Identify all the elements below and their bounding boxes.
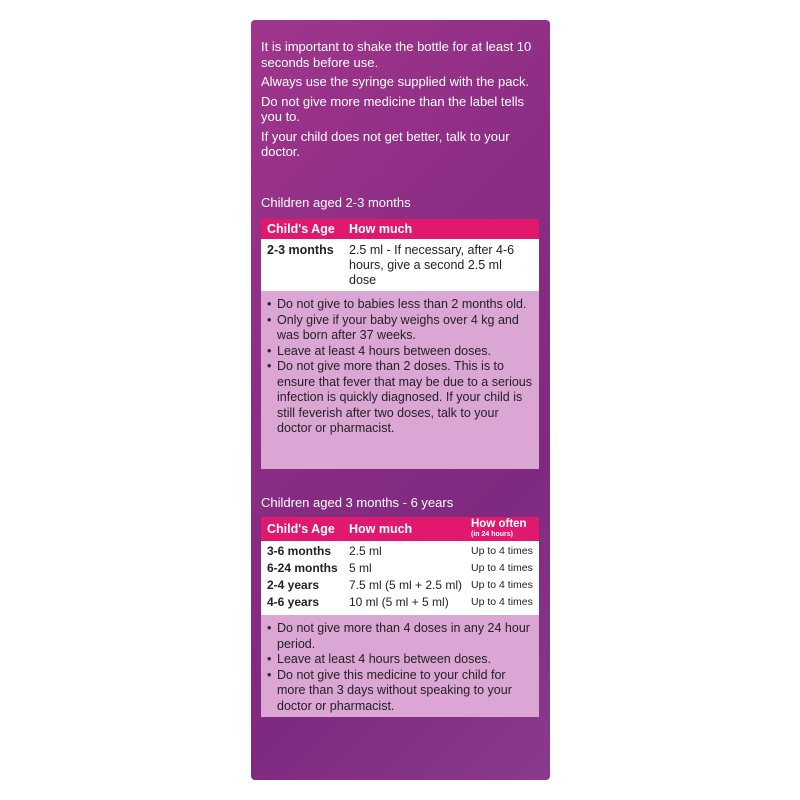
note-item: • Only give if your baby weighs over 4 kg and was born after 37 weeks. (267, 313, 533, 344)
table-row (261, 578, 539, 595)
intro-instructions (261, 39, 541, 164)
intro-line: If your child does not get better, talk to your doctor. (261, 128, 510, 159)
note-item: • Do not give to babies less than 2 months old. (267, 297, 533, 313)
header-in-24-hours: (in 24 hours) (471, 531, 514, 538)
table-row (261, 595, 539, 612)
header-how-much: How much (349, 222, 413, 236)
intro-line: Do not give more medicine than the label tells you to. (261, 93, 525, 124)
header-how-much: How much (349, 522, 413, 536)
row-often: Up to 4 times (471, 596, 533, 608)
header-childs-age: Child's Age (267, 522, 335, 536)
section1-table (261, 219, 539, 469)
header-childs-age: Child's Age (267, 222, 335, 236)
row-age: 2-3 months (267, 243, 334, 257)
header-how-often: How often (471, 518, 527, 530)
table-row (261, 561, 539, 578)
row-amount: 5 ml (349, 561, 372, 575)
row-amount: 2.5 ml - If necessary, after 4-6 hours, give a second 2.5 ml dose (349, 243, 515, 287)
note-item: • Do not give more than 4 doses in any 24 hour period. (267, 621, 533, 652)
note-item: • Leave at least 4 hours between doses. (267, 344, 533, 360)
row-often: Up to 4 times (471, 562, 533, 574)
section1-notes (261, 291, 539, 469)
row-age: 4-6 years (267, 595, 320, 609)
section2-header-row (261, 517, 539, 541)
section2-title: Children aged 3 months - 6 years (261, 495, 454, 510)
intro-line: Always use the syringe supplied with the pack. (261, 74, 530, 89)
note-item: • Do not give more than 2 doses. This is to ensure that fever that may be due to a serious infection is quickly diagnosed. If your child is still feverish after two doses, talk to your doctor or pharmacist. (267, 359, 533, 437)
section2-table (261, 517, 539, 717)
row-age: 6-24 months (267, 561, 338, 575)
note-item: • Leave at least 4 hours between doses. (267, 652, 533, 668)
row-age: 3-6 months (267, 544, 332, 558)
intro-line: It is important to shake the bottle for at least 10 seconds before use. (261, 39, 532, 70)
row-amount: 10 ml (5 ml + 5 ml) (349, 595, 449, 609)
section1-header-row (261, 219, 539, 239)
row-often: Up to 4 times (471, 545, 533, 557)
row-amount: 2.5 ml (349, 544, 382, 558)
section2-data-rows (261, 541, 539, 615)
row-age: 2-4 years (267, 578, 320, 592)
section2-notes (261, 615, 539, 717)
dosage-panel (251, 20, 550, 780)
row-amount: 7.5 ml (5 ml + 2.5 ml) (349, 578, 463, 592)
table-row (261, 544, 539, 561)
section1-title: Children aged 2-3 months (261, 195, 411, 210)
note-item: • Do not give this medicine to your child for more than 3 days without speaking to your doctor or pharmacist. (267, 668, 533, 715)
section1-data-row (261, 239, 539, 291)
row-often: Up to 4 times (471, 579, 533, 591)
